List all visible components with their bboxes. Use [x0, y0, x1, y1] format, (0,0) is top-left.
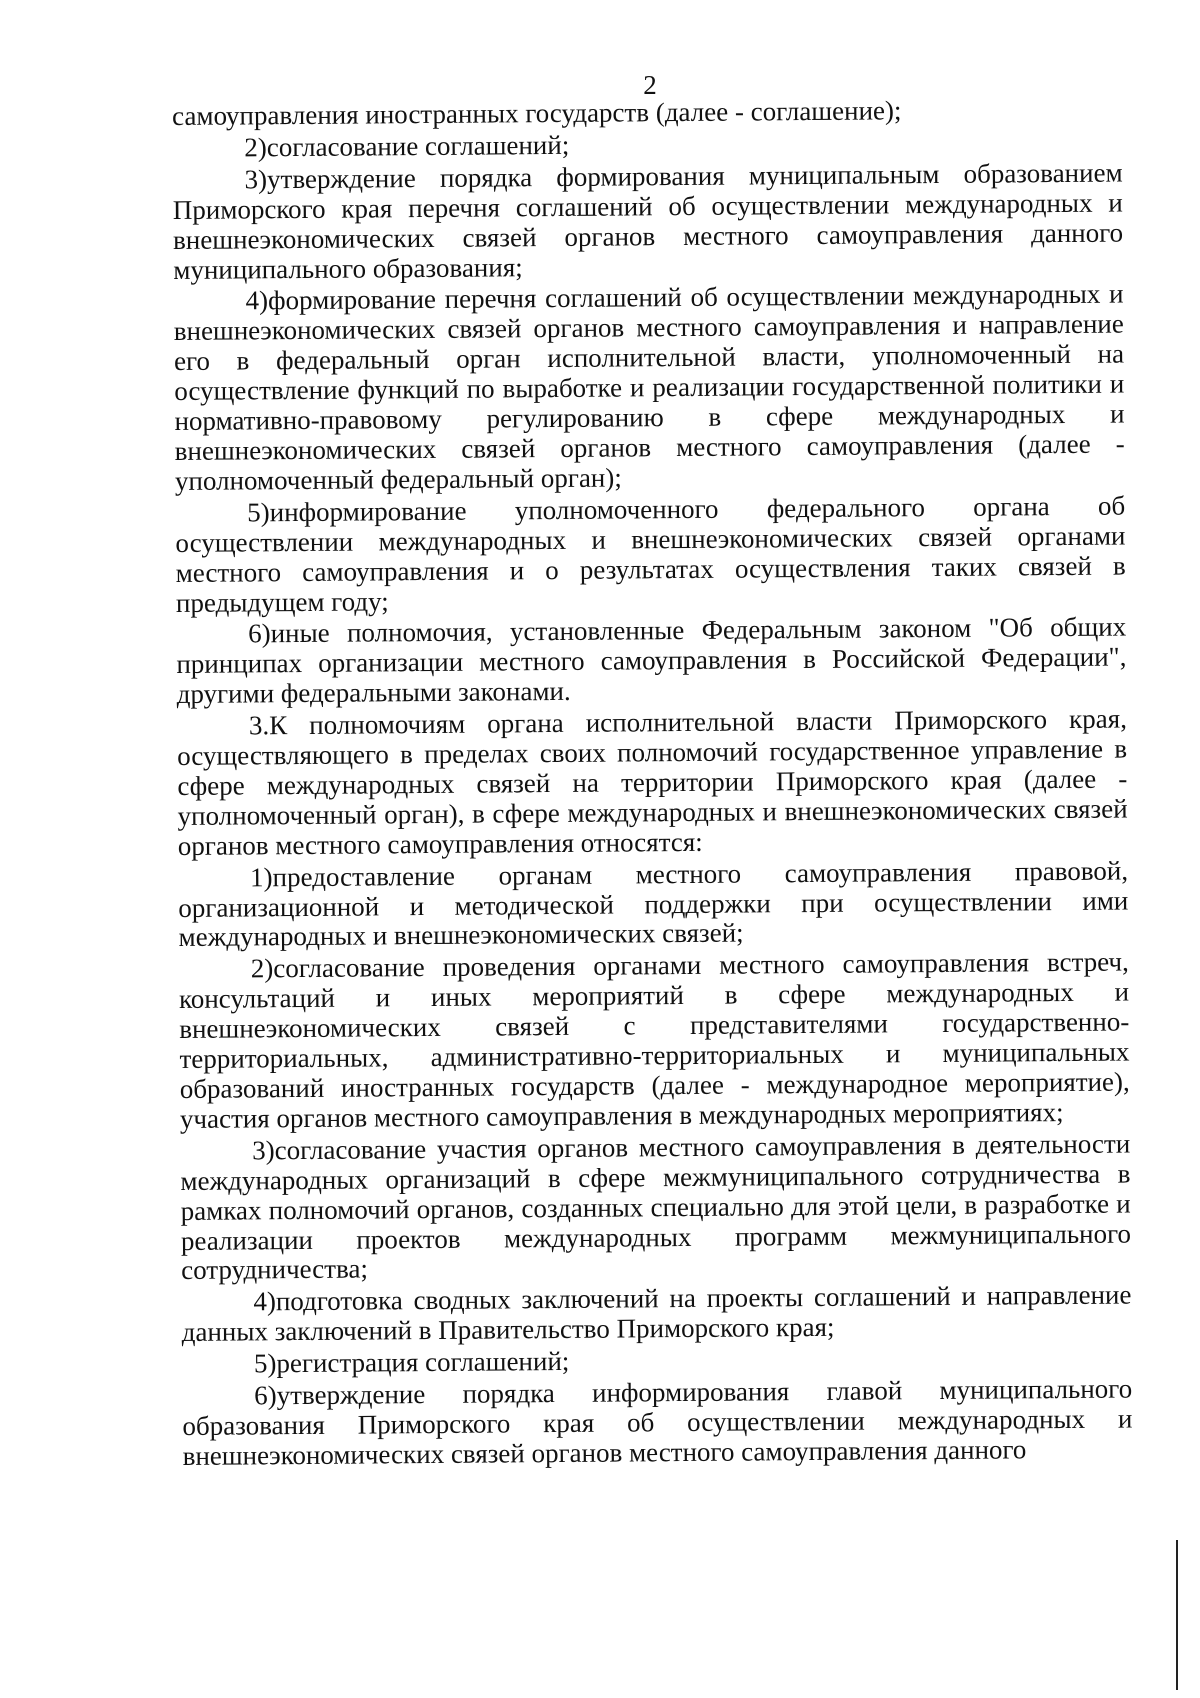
paragraph-item-4-list-formation: 4)формирование перечня соглашений об осуществлении международных и внешнеэкономических связей органов местного самоуправления и направление его в федеральный орган исполнительной власти, уполномоченный на осуществление функций по выработке и реализации государственной политики и нормативно-правовому регулированию в сфере международных и внешнеэкономических связей органов местного самоуправления (далее - уполномоченный федеральный орган);	[173, 278, 1125, 496]
paragraph-item-5-informing: 5)информирование уполномоченного федерального органа об осуществлении международных и внешнеэкономических связей органами местного самоуправления и о результатах осуществления таких связей в предыдущем году;	[175, 490, 1126, 618]
paragraph-section-3-item-5: 5)регистрация соглашений;	[253, 1346, 570, 1379]
paragraph-section-3-item-1: 1)предоставление органам местного самоуправления правовой, организационной и методической поддержки при осуществлении ими международных и внешнеэкономических связей;	[178, 855, 1129, 953]
page-number: 2	[643, 70, 657, 100]
paragraph-section-3: 3.К полномочиям органа исполнительной власти Приморского края, осуществляющего в пределах своих полномочий государственное управление в сфере международных связей на территории Приморского края (далее - уполномоченный орган), в сфере международных и внешнеэкономических связей органов местного самоуправления относятся:	[177, 703, 1128, 861]
paragraph-section-3-item-4: 4)подготовка сводных заключений на проекты соглашений и направление данных заключений в Правительство Приморского края;	[181, 1279, 1132, 1348]
document-body	[172, 95, 1133, 1474]
paragraph-item-2-agreement-approval: 2)согласование соглашений;	[244, 129, 570, 163]
scan-edge-line	[1176, 1540, 1178, 1690]
paragraph-section-3-item-6: 6)утверждение порядка информирования главой муниципального образования Приморского края об осуществлении международных и внешнеэкономических связей органов местного самоуправления данного	[182, 1373, 1133, 1471]
paragraph-section-3-item-2: 2)согласование проведения органами местного самоуправления встреч, консультаций и иных мероприятий в сфере международных и внешнеэкономических связей с представителями государственно-территориальных, административно-территориальных и муниципальных образований иностранных государств (далее - международное мероприятие), участия органов местного самоуправления в международных мероприятиях;	[178, 946, 1130, 1134]
paragraph-continuation: самоуправления иностранных государств (далее - соглашение);	[171, 95, 902, 131]
paragraph-item-6-other-powers: 6)иные полномочия, установленные Федеральным законом "Об общих принципах организации местного самоуправления в Российской Федерации", другими федеральными законами.	[176, 611, 1127, 710]
paragraph-item-3-list-procedure: 3)утверждение порядка формирования муниципальным образованием Приморского края перечня соглашений об осуществлении международных и внешнеэкономических связей органов местного самоуправления данного муниципального образования;	[172, 157, 1124, 285]
paragraph-section-3-item-3: 3)согласование участия органов местного самоуправления в деятельности международных организаций в сфере межмуниципального сотрудничества в рамках полномочий органов, созданных специально для этой цели, в разработке и реализации проектов международных программ межмуниципального сотрудничества;	[180, 1128, 1132, 1286]
